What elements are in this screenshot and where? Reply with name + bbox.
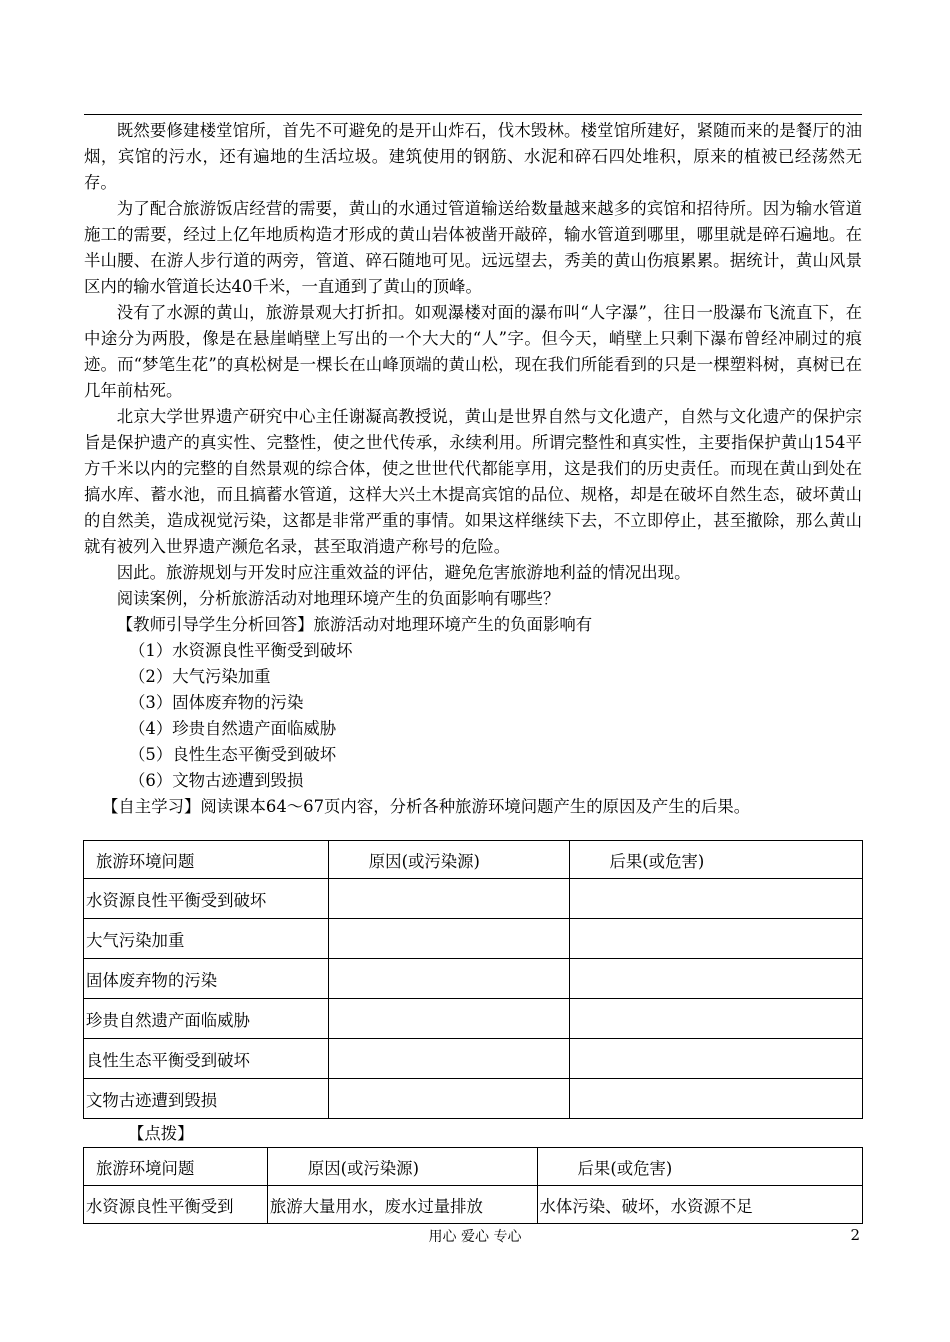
table-header-row [84,841,863,879]
impact-item-1: （1）水资源良性平衡受到破坏 [129,641,353,660]
consequence-cell[interactable] [569,879,863,919]
tip-heading: 【点拨】 [128,1124,194,1143]
table-header-row [84,1148,863,1186]
header-problem: 旅游环境问题 [84,1148,268,1186]
table-row [84,879,863,919]
problem-cell: 水资源良性平衡受到破坏 [84,879,329,919]
teacher-guide: 【教师引导学生分析回答】旅游活动对地理环境产生的负面影响有 [116,615,593,634]
header-rule [84,114,862,115]
cause-cell[interactable] [328,999,569,1039]
table-row [84,959,863,999]
header-cause: 原因(或污染源) [328,841,569,879]
tip-table [83,1147,863,1224]
table-row [84,999,863,1039]
page-footer: 用心 爱心 专心 [428,1229,522,1245]
paragraph-3: 没有了水源的黄山，旅游景观大打折扣。如观瀑楼对面的瀑布叫“人字瀑”，往日一股瀑布飞流直下，在中途分为两股，像是在悬崖峭壁上写出的一个大大的“人”字。但今天，峭壁上只剩下瀑布曾经冲刷过的痕迹。而“梦笔生花”的真松树是一棵长在山峰顶端的黄山松，现在我们所能看到的只是一棵塑料树，真树已在几年前枯死。 [84,303,862,400]
impact-item-3: （3）固体废弃物的污染 [129,693,304,712]
cause-cell[interactable] [328,1079,569,1119]
consequence-cell[interactable] [569,1039,863,1079]
header-cause: 原因(或污染源) [267,1148,537,1186]
question: 阅读案例，分析旅游活动对地理环境产生的负面影响有哪些？ [116,589,560,608]
header-problem: 旅游环境问题 [84,841,329,879]
problem-cell: 水资源良性平衡受到 [84,1186,268,1224]
cause-cell[interactable] [328,879,569,919]
problem-cell: 固体废弃物的污染 [84,959,329,999]
paragraph-1: 既然要修建楼堂馆所，首先不可避免的是开山炸石，伐木毁林。楼堂馆所建好，紧随而来的是餐厅的油烟，宾馆的污水，还有遍地的生活垃圾。建筑使用的钢筋、水泥和碎石四处堆积，原来的植被已经荡然无存。 [84,121,862,192]
table-row [84,1186,863,1224]
impact-item-5: （5）良性生态平衡受到破坏 [129,745,337,764]
table-row [84,1039,863,1079]
problem-cell: 文物古迹遭到毁损 [84,1079,329,1119]
impact-item-6: （6）文物古迹遭到毁损 [129,771,304,790]
table-row [84,919,863,959]
analysis-table [83,840,863,1119]
consequence-cell[interactable] [569,919,863,959]
cause-cell[interactable] [328,959,569,999]
header-consequence: 后果(或危害) [537,1148,862,1186]
paragraph-4: 北京大学世界遗产研究中心主任谢凝高教授说，黄山是世界自然与文化遗产，自然与文化遗产的保护宗旨是保护遗产的真实性、完整性，使之世代传承，永续利用。所谓完整性和真实性，主要指保护黄山154平方千米以内的完整的自然景观的综合体，使之世世代代都能享用，这是我们的历史责任。而现在黄山到处在搞水库、蓄水池，而且搞蓄水管道，这样大兴土木提高宾馆的品位、规格，却是在破坏自然生态，破坏黄山的自然美，造成视觉污染，这都是非常严重的事情。如果这样继续下去，不立即停止，甚至撤除，那么黄山就有被列入世界遗产濒危名录，甚至取消遗产称号的危险。 [84,407,862,556]
cause-cell[interactable] [328,1039,569,1079]
problem-cell: 良性生态平衡受到破坏 [84,1039,329,1079]
impact-item-4: （4）珍贵自然遗产面临威胁 [129,719,337,738]
paragraph-2: 为了配合旅游饭店经营的需要，黄山的水通过管道输送给数量越来越多的宾馆和招待所。因为输水管道施工的需要，经过上亿年地质构造才形成的黄山岩体被凿开敲碎，输水管道到哪里，哪里就是碎石遍地。在半山腰、在游人步行道的两旁，管道、碎石随地可见。远远望去，秀美的黄山伤痕累累。据统计，黄山风景区内的输水管道长达40千米，一直通到了黄山的顶峰。 [84,199,862,296]
problem-cell: 大气污染加重 [84,919,329,959]
consequence-cell: 水体污染、破坏，水资源不足 [537,1186,862,1224]
cause-cell[interactable] [328,919,569,959]
impact-item-2: （2）大气污染加重 [129,667,271,686]
cause-cell: 旅游大量用水，废水过量排放 [267,1186,537,1224]
page-number: 2 [850,1226,860,1244]
document-body [84,118,862,820]
consequence-cell[interactable] [569,999,863,1039]
problem-cell: 珍贵自然遗产面临威胁 [84,999,329,1039]
consequence-cell[interactable] [569,1079,863,1119]
paragraph-5: 因此。旅游规划与开发时应注重效益的评估，避免危害旅游地利益的情况出现。 [116,563,691,582]
self-study-instruction: 【自主学习】阅读课本64～67页内容，分析各种旅游环境问题产生的原因及产生的后果。 [102,797,751,816]
header-consequence: 后果(或危害) [569,841,863,879]
consequence-cell[interactable] [569,959,863,999]
table-row [84,1079,863,1119]
